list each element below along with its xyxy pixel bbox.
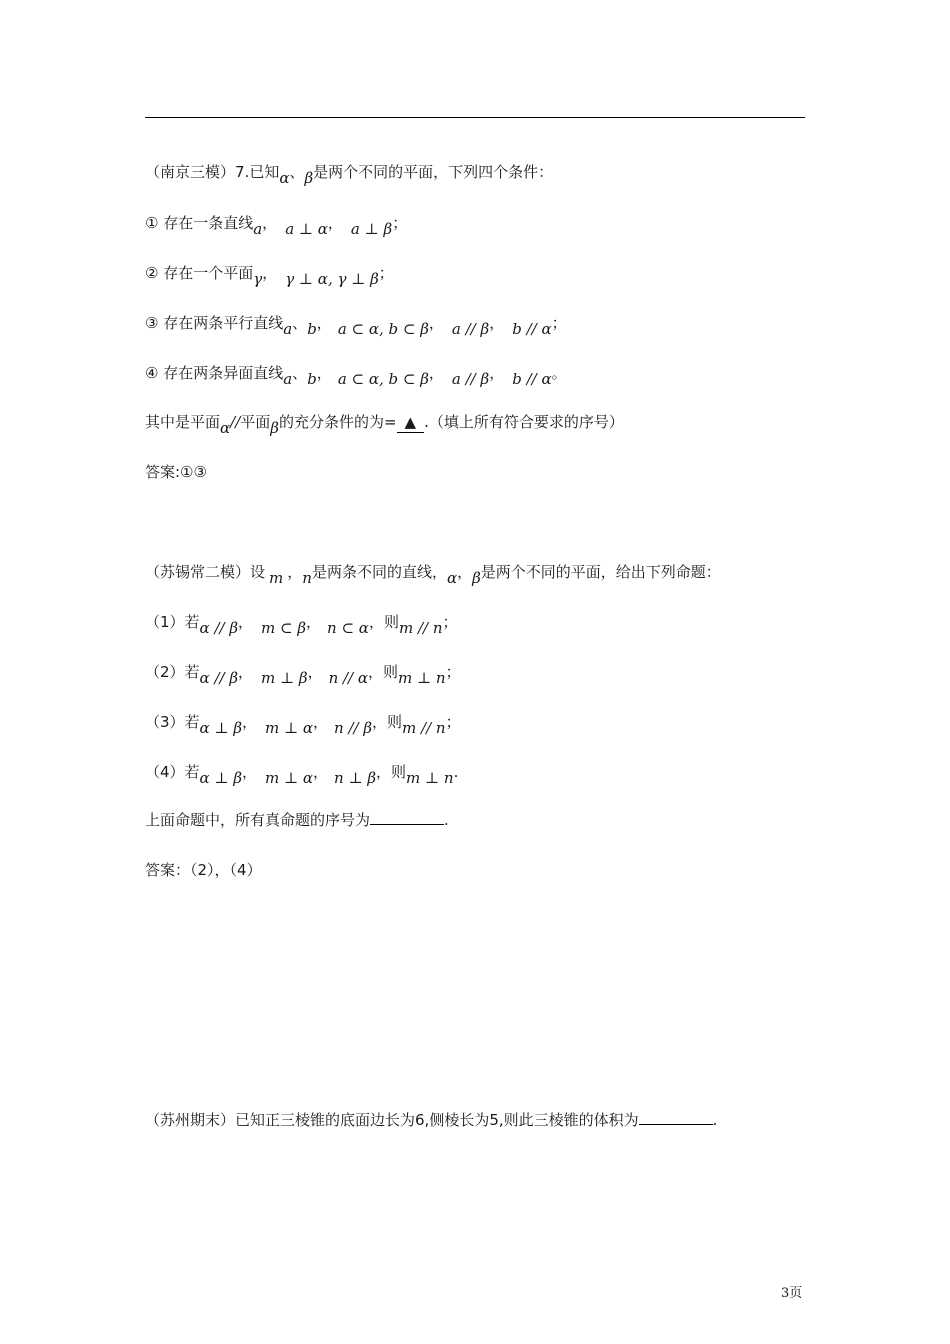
c2-label: ② 存在一个平面 (145, 264, 254, 282)
p3-e2: m ⊥ α (265, 719, 314, 737)
p1-e2: m ⊂ β (261, 619, 307, 637)
p2-e2: m ⊥ β (261, 669, 308, 687)
q2-prop-4: （4）若α ⊥ β， m ⊥ α， n ⊥ β，则m ⊥ n. (145, 763, 459, 787)
c1-expr1: a ⊥ α (285, 220, 328, 238)
p4-e3: n ⊥ β (334, 769, 377, 787)
page-number: 3页 (781, 1286, 803, 1301)
c4-par1: a // β (451, 370, 490, 388)
q1-stem-a: 7.已知 (235, 163, 280, 181)
p1-e3: n ⊂ α (327, 619, 369, 637)
q1-alpha: α (279, 169, 290, 187)
q2-stem-a: 是两条不同的直线， (311, 563, 447, 581)
p1-then: 则 (383, 613, 399, 631)
q1-stem-b: 是两个不同的平面，下列四个条件： (313, 163, 554, 181)
q1-ask-c: 的充分条件的为= (278, 413, 397, 431)
p2-res: m ⊥ n (398, 669, 446, 687)
q1-ask-beta: β (270, 419, 279, 437)
q1-condition-3: ③ 存在两条平行直线a、b， a ⊂ α, b ⊂ β， a // β， b // α； (145, 314, 567, 338)
triangle-marker: ▲ (404, 413, 417, 431)
c3-label: ③ 存在两条平行直线 (145, 314, 284, 332)
q3-end: . (712, 1111, 718, 1129)
q2-answer-blank (370, 810, 444, 825)
c3-par1: a // β (451, 320, 490, 338)
q3-stem (145, 1110, 717, 1130)
c2-expr: γ ⊥ α, γ ⊥ β (285, 270, 379, 288)
q1-ask-d: .（填上所有符合要求的序号） (424, 413, 624, 431)
q1-condition-1: ① 存在一条直线a， a ⊥ α， a ⊥ β； (145, 214, 408, 238)
p3-then: 则 (387, 713, 403, 731)
p4-e1: α ⊥ β (199, 769, 242, 787)
q1-condition-4: ④ 存在两条异面直线a、b， a ⊂ α, b ⊂ β， a // β， b // α。 (145, 364, 567, 388)
q3-answer-blank (639, 1110, 713, 1125)
p1-label: （1）若 (145, 613, 200, 631)
answer-blank (397, 412, 425, 433)
c4-var-a: a (283, 370, 293, 388)
p4-res: m ⊥ n (406, 769, 454, 787)
q1-sep: 、 (289, 163, 305, 181)
header-rule (145, 117, 805, 118)
q1-stem (145, 162, 554, 187)
p2-e3: n // α (328, 669, 369, 687)
p3-res: m // n (402, 719, 446, 737)
c1-expr2: a ⊥ β (350, 220, 393, 238)
q2-stem: （苏锡常二模）设 m ，n是两条不同的直线，α，β是两个不同的平面，给出下列命题： (145, 563, 721, 587)
c1-label: ① 存在一条直线 (145, 214, 254, 232)
q1-source: （南京三模） (145, 163, 236, 181)
q2-prop-2: （2）若α // β， m ⊥ β， n // α，则m ⊥ n； (145, 663, 461, 687)
q2-n: n (302, 569, 312, 587)
q1-beta: β (304, 169, 314, 187)
q2-prop-3: （3）若α ⊥ β， m ⊥ α， n // β，则m // n； (145, 713, 461, 737)
q1-answer (145, 462, 207, 482)
q2-beta: β (472, 569, 481, 587)
q2-source: （苏锡常二模）设 (145, 563, 266, 581)
c4-par2: b // α (512, 370, 552, 388)
q2-stem-b: 是两个不同的平面，给出下列命题： (480, 563, 721, 581)
c4-sub-expr: a ⊂ α, b ⊂ β (337, 370, 429, 388)
q1-condition-2: ② 存在一个平面γ， γ ⊥ α, γ ⊥ β； (145, 264, 394, 288)
c4-label: ④ 存在两条异面直线 (145, 364, 284, 382)
q1-ask-a: 其中是平面 (145, 413, 221, 431)
q2-ask: 上面命题中，所有真命题的序号为 (145, 811, 371, 829)
q2-question (145, 810, 449, 830)
c3-var-a: a (283, 320, 293, 338)
p1-res: m // n (398, 619, 443, 637)
p3-e3: n // β (334, 719, 373, 737)
q1-ask-b: 平面 (240, 413, 271, 431)
p4-then: 则 (391, 763, 407, 781)
p1-e1: α // β (199, 619, 238, 637)
p2-label: （2）若 (145, 663, 200, 681)
q2-alpha: α (446, 569, 458, 587)
c1-var: a (253, 220, 263, 238)
q1-answer-text: 答案:①③ (145, 463, 207, 481)
q2-answer-text: 答案：（2），（4） (145, 861, 262, 879)
p3-e1: α ⊥ β (199, 719, 242, 737)
p4-label: （4）若 (145, 763, 200, 781)
q1-question (145, 412, 624, 437)
q2-m: m (269, 569, 284, 587)
q2-prop-1: （1）若α // β， m ⊂ β， n ⊂ α，则m // n； (145, 613, 458, 637)
q3-text: （苏州期末）已知正三棱锥的底面边长为6,侧棱长为5,则此三棱锥的体积为 (145, 1111, 639, 1129)
p2-e1: α // β (199, 669, 238, 687)
q1-ask-par: // (230, 413, 241, 431)
q1-ask-alpha: α (220, 419, 231, 437)
c4-var-b: b (307, 370, 317, 388)
p4-e2: m ⊥ α (265, 769, 314, 787)
p3-label: （3）若 (145, 713, 200, 731)
q2-answer (145, 860, 262, 880)
c2-var: γ (253, 270, 263, 288)
c3-var-b: b (307, 320, 317, 338)
p2-then: 则 (383, 663, 399, 681)
c3-sub-expr: a ⊂ α, b ⊂ β (337, 320, 429, 338)
q2-ask-end: . (444, 811, 449, 829)
c3-par2: b // α (512, 320, 552, 338)
